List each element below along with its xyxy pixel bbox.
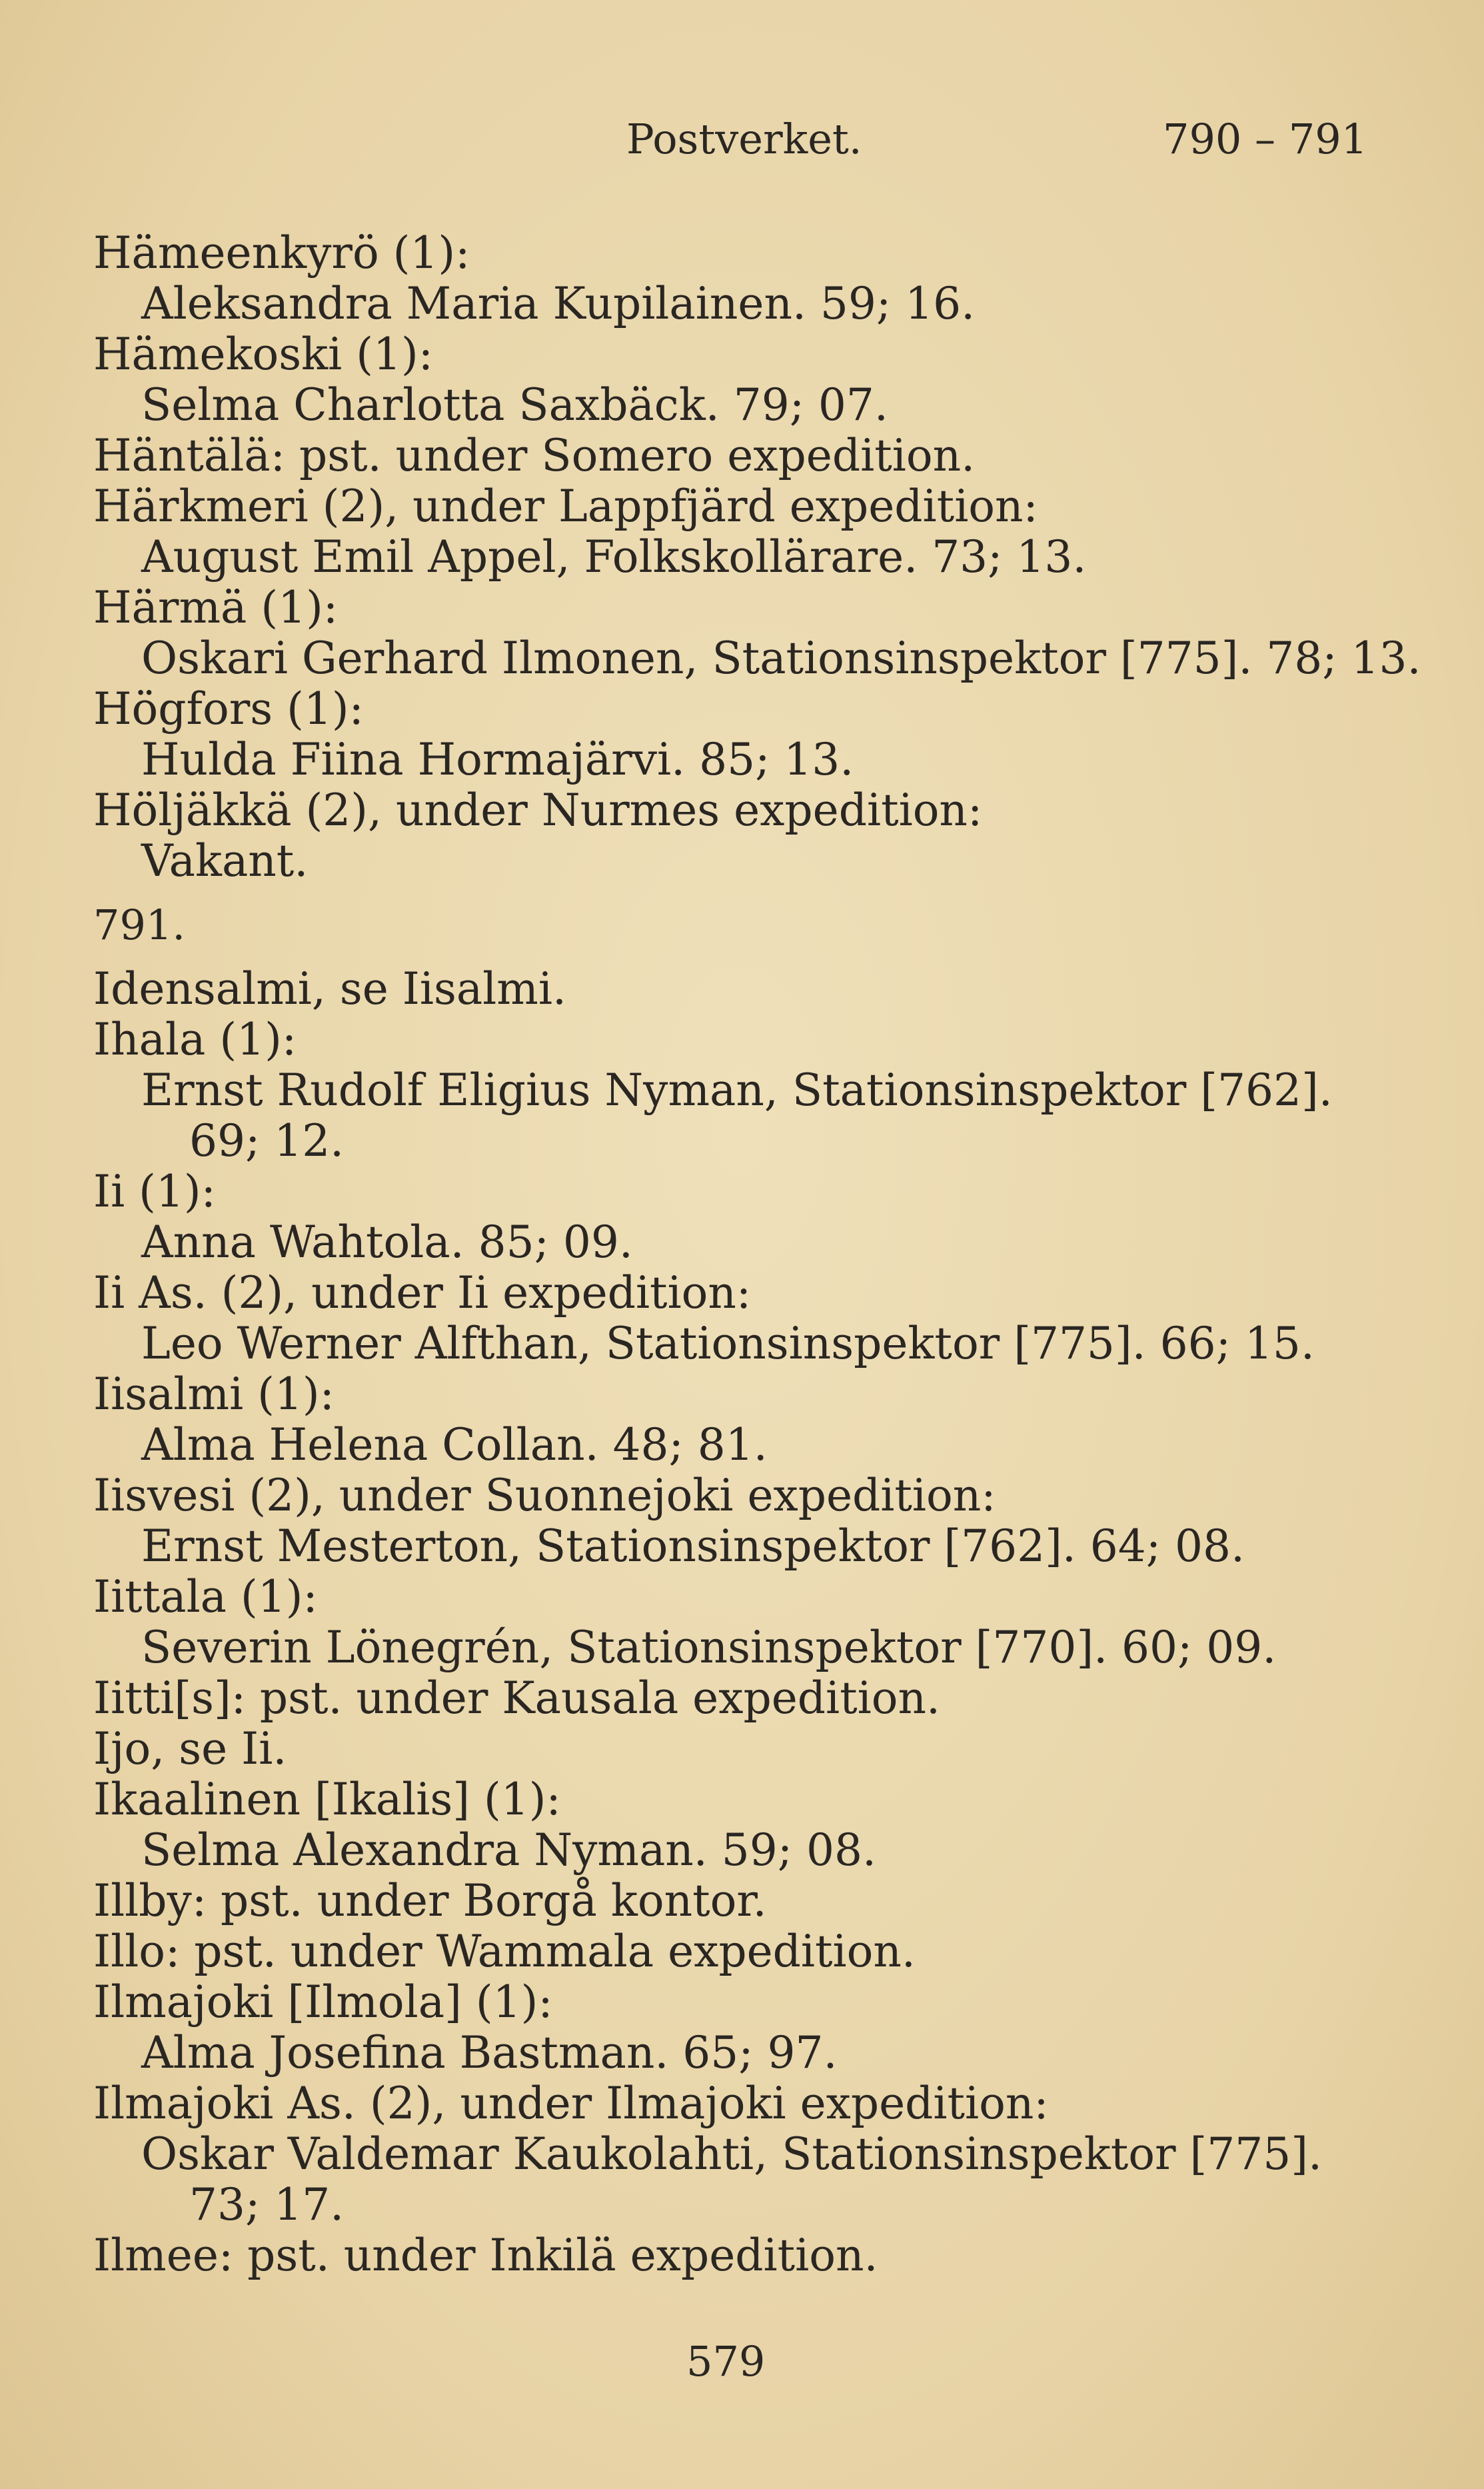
entry-heading: Iisvesi (2), under Suonnejoki expedition: xyxy=(93,1470,996,1521)
entry-heading: Högfors (1): xyxy=(93,683,364,735)
entry-heading: Härmä (1): xyxy=(93,582,339,633)
entry-heading: Ilmajoki As. (2), under Ilmajoki expedition: xyxy=(93,2078,1049,2129)
entry-heading: Ihala (1): xyxy=(93,1014,297,1065)
running-head-title: Postverket. xyxy=(626,115,862,163)
entry-heading: Iittala (1): xyxy=(93,1571,318,1622)
entry-heading: Hämekoski (1): xyxy=(93,329,433,380)
running-head-page-range: 790 – 791 xyxy=(1163,115,1368,163)
entry-detail: Selma Charlotta Saxbäck. 79; 07. xyxy=(141,379,888,431)
entry-detail: Anna Wahtola. 85; 09. xyxy=(141,1217,633,1268)
entry-heading: Hämeenkyrö (1): xyxy=(93,227,470,279)
entry-detail: August Emil Appel, Folkskollärare. 73; 13. xyxy=(141,531,1087,583)
entry-detail: Selma Alexandra Nyman. 59; 08. xyxy=(141,1824,876,1876)
entry-detail: Ernst Mesterton, Stationsinspektor [762]. 64; 08. xyxy=(141,1520,1245,1572)
entry-detail: Alma Josefina Bastman. 65; 97. xyxy=(141,2027,838,2078)
entry-detail: 73; 17. xyxy=(189,2179,345,2230)
entry-detail: Ernst Rudolf Eligius Nyman, Stationsinspektor [762]. xyxy=(141,1065,1333,1116)
entry-heading: Idensalmi, se Iisalmi. xyxy=(93,963,566,1015)
page-number: 579 xyxy=(686,2337,766,2386)
entry-detail: 69; 12. xyxy=(189,1115,345,1167)
entries-790 xyxy=(93,227,1421,887)
entry-detail: Oskar Valdemar Kaukolahti, Stationsinspektor [775]. xyxy=(141,2128,1322,2180)
directory-listing xyxy=(93,227,1421,2281)
section-number: 791. xyxy=(93,901,186,949)
entry-heading: Iitti[s]: pst. under Kausala expedition. xyxy=(93,1672,940,1724)
entry-heading: Illo: pst. under Wammala expedition. xyxy=(93,1926,916,1977)
entry-heading: Ii As. (2), under Ii expedition: xyxy=(93,1267,752,1318)
entry-detail: Severin Lönegrén, Stationsinspektor [770]. 60; 09. xyxy=(141,1622,1277,1673)
entry-heading: Häntälä: pst. under Somero expedition. xyxy=(93,430,976,481)
entry-heading: Ii (1): xyxy=(93,1166,216,1217)
entry-detail: Hulda Fiina Hormajärvi. 85; 13. xyxy=(141,734,854,785)
entry-heading: Illby: pst. under Borgå kontor. xyxy=(93,1875,767,1926)
entry-heading: Ijo, se Ii. xyxy=(93,1723,287,1774)
entry-heading: Ikaalinen [Ikalis] (1): xyxy=(93,1774,561,1825)
entry-heading: Iisalmi (1): xyxy=(93,1368,335,1420)
entry-heading: Höljäkkä (2), under Nurmes expedition: xyxy=(93,785,983,836)
entries-791 xyxy=(93,964,1399,2281)
entry-heading: Ilmee: pst. under Inkilä expedition. xyxy=(93,2230,878,2281)
entry-heading: Ilmajoki [Ilmola] (1): xyxy=(93,1976,553,2028)
entry-detail: Leo Werner Alfthan, Stationsinspektor [775]. 66; 15. xyxy=(141,1318,1315,1369)
entry-heading: Härkmeri (2), under Lappfjärd expedition: xyxy=(93,481,1038,532)
entry-detail: Vakant. xyxy=(141,835,309,887)
entry-detail: Oskari Gerhard Ilmonen, Stationsinspektor [775]. 78; 13. xyxy=(141,633,1421,684)
entry-detail: Alma Helena Collan. 48; 81. xyxy=(141,1419,768,1470)
entry-detail: Aleksandra Maria Kupilainen. 59; 16. xyxy=(141,278,976,329)
